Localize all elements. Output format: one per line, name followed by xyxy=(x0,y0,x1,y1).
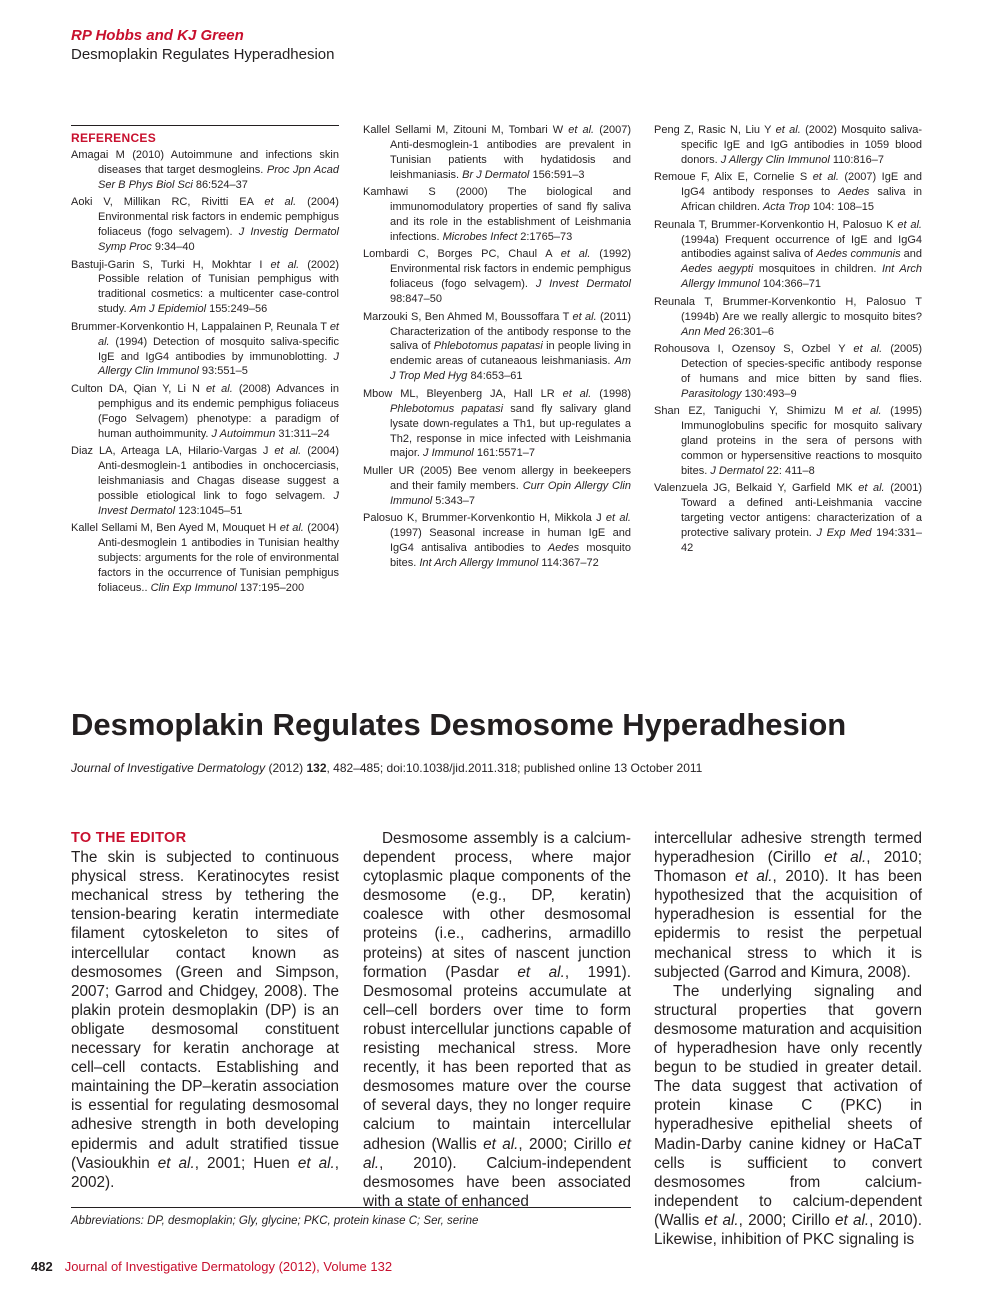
body-text: , 2000; Cirillo xyxy=(518,1135,619,1153)
reference-text: (2002) Mosquito saliva-specific IgE and IgG antibodies in 1059 blood donors. xyxy=(681,124,922,166)
reference-text: 161:5571–7 xyxy=(473,447,535,460)
reference-entry xyxy=(654,404,922,479)
reference-text: 31:311–24 xyxy=(275,427,330,440)
reference-text: Bastuji-Garin S, Turki H, Mokhtar I xyxy=(71,258,271,271)
running-head xyxy=(71,26,471,64)
reference-text: (2007) IgE and IgG4 antibody responses to xyxy=(681,171,922,199)
reference-italic: Phlebotomus papatasi xyxy=(433,340,543,353)
reference-text: Mbow ML, Bleyenberg JA, Hall LR xyxy=(363,387,563,400)
reference-text: 194:331–42 xyxy=(681,527,923,555)
article-title: Desmoplakin Regulates Desmosome Hyperadhesion xyxy=(71,707,847,742)
reference-text: 22: 411–8 xyxy=(763,464,815,477)
reference-entry xyxy=(363,185,631,245)
reference-italic: et al. xyxy=(853,343,883,356)
reference-text: 156:591–3 xyxy=(529,168,585,181)
reference-text: (2005) Detection of species-specific antibody response of humans and mice bitten by sand flies. xyxy=(681,343,922,385)
reference-entry xyxy=(363,247,631,307)
reference-text: (1994a) Frequent occurrence of IgE and IgG4 antibodies against saliva of xyxy=(681,233,922,261)
reference-text: Brummer-Korvenkontio H, Lappalainen P, Reunala T xyxy=(71,320,330,333)
references-column-3 xyxy=(654,123,922,559)
reference-entry xyxy=(363,387,631,462)
citation-details: , 482–485; doi:10.1038/jid.2011.318; published online 13 October 2011 xyxy=(326,761,703,775)
reference-italic: et al. xyxy=(560,248,591,261)
reference-italic: et al. xyxy=(812,171,839,184)
reference-text: Reunala T, Brummer-Korvenkontio H, Palosuo K xyxy=(654,218,898,231)
body-italic: et al. xyxy=(824,849,867,867)
reference-text: (1992) Environmental risk factors in endemic pemphigus foliaceus (fogo selvagem). xyxy=(390,248,631,291)
reference-text: 104: 108–15 xyxy=(809,201,875,214)
reference-text: Peng Z, Rasic N, Liu Y xyxy=(654,124,776,136)
reference-text: 5:343–7 xyxy=(432,494,476,507)
reference-list xyxy=(654,123,922,556)
reference-text: Valenzuela JG, Belkaid Y, Garfield MK xyxy=(654,482,859,495)
reference-journal: J Investig Dermatol Symp Proc xyxy=(98,226,339,254)
reference-entry xyxy=(71,195,339,255)
reference-text: Remoue F, Alix E, Cornelie S xyxy=(654,171,813,184)
reference-italic: Phlebotomus papatasi xyxy=(390,402,504,415)
references-column-1 xyxy=(71,125,339,598)
citation-volume: 132 xyxy=(306,761,327,775)
reference-italic: et al. xyxy=(572,310,597,323)
reference-text: (2002) Possible relation of Tunisian pemphigus with traditional cosmetics: a multicenter case-control study. xyxy=(98,258,339,316)
reference-text: (2011) Characterization of the antibody response to the saliva of xyxy=(390,310,631,353)
body-text: The skin is subjected to continuous physical stress. Keratinocytes resist mechanical stress by tethering the tension-bearing keratin intermediate filament cytoskeleton to sites of intercellular contact known as desmosomes (Green and Simpson, 2007; Garrod and Chidgey, 2008). The plakin protein desmoplakin (DP) is an obligate desmosomal constituent necessary for keratin anchorage at cell–cell contacts. Establishing and maintaining the DP–keratin association is essential for regulating desmosomal adhesive strength in both developing epidermis and adult stratified tissue (Vasioukhin xyxy=(71,849,339,1172)
reference-text: 93:551–5 xyxy=(198,365,248,378)
reference-text: Shan EZ, Taniguchi Y, Shimizu M xyxy=(654,405,853,418)
citation-year: (2012) xyxy=(265,761,307,775)
body-text: , 2000; Cirillo xyxy=(738,1211,836,1229)
reference-italic: Aedes xyxy=(838,186,870,199)
reference-text: (1995) Immunoglobulins specific for mosquito salivary gland proteins in the sera of persons with common or hypersensitive reactions to mosquito bites. xyxy=(681,405,922,477)
reference-text: in people living in endemic areas of cutaneaous leishmaniasis. xyxy=(390,340,631,368)
reference-journal: Am J Trop Med Hyg xyxy=(390,355,631,383)
reference-text: 130:493–9 xyxy=(741,387,797,400)
reference-text: 110:816–7 xyxy=(829,153,885,166)
body-paragraph xyxy=(71,848,339,1192)
references-heading: REFERENCES xyxy=(71,131,157,145)
body-italic: et al. xyxy=(517,963,565,981)
reference-journal: Ann Med xyxy=(681,325,726,338)
reference-italic: et al. xyxy=(98,320,339,348)
to-the-editor-heading: TO THE EDITOR xyxy=(71,830,187,846)
reference-text: and xyxy=(900,248,922,261)
reference-journal: J Immunol xyxy=(423,447,474,460)
reference-text: Amagai M (2010) Autoimmune and infections skin diseases that target desmogleins. xyxy=(71,149,339,176)
footer-journal: Journal of Investigative Dermatology (2012), Volume 132 xyxy=(64,1259,393,1274)
reference-text: Reunala T, Brummer-Korvenkontio H, Palosuo T (1994b) Are we really allergic to mosquito bites? xyxy=(654,295,922,323)
article-citation xyxy=(71,760,931,776)
reference-text: 114:367–72 xyxy=(538,556,599,569)
reference-journal: Parasitology xyxy=(681,387,742,400)
reference-italic: et al. xyxy=(279,522,304,535)
reference-entry xyxy=(654,295,922,340)
reference-italic: et al. xyxy=(568,124,595,136)
body-column-2 xyxy=(363,829,631,1211)
body-text: , 2010; Thomason xyxy=(654,849,922,886)
reference-italic: et al. xyxy=(274,445,302,458)
body-italic: et al. xyxy=(363,1135,631,1172)
footnote-rule xyxy=(71,1207,631,1208)
body-column-1 xyxy=(71,829,339,1192)
body-italic: et al. xyxy=(297,1154,335,1172)
reference-text: (2001) Toward a defined anti-Leishmania vaccine targeting vector antigens: characterization of a protective salivary protein. xyxy=(681,482,922,540)
reference-entry xyxy=(363,310,631,385)
reference-entry xyxy=(71,320,339,380)
reference-text: Lombardi C, Borges PC, Chaul A xyxy=(363,248,561,261)
reference-text: (2008) Advances in pemphigus and its endemic pemphigus foliaceus (Fogo Selvagem) phenotype: a paradigm of human authoimmunity. xyxy=(98,382,339,440)
running-head-title: Desmoplakin Regulates Hyperadhesion xyxy=(71,46,335,63)
reference-italic: et al. xyxy=(270,258,300,271)
reference-journal: J Invest Dermatol xyxy=(98,489,339,517)
body-text: , 2002). xyxy=(71,1154,339,1191)
reference-italic: et al. xyxy=(852,405,882,418)
reference-italic: Aedes xyxy=(547,542,580,555)
reference-text: 104:366–71 xyxy=(759,278,822,291)
reference-text: (2004) Environmental risk factors in endemic pemphigus foliaceus (fogo selvagem). xyxy=(98,196,339,239)
reference-journal: Am J Epidemiol xyxy=(129,303,207,316)
body-paragraph xyxy=(363,829,631,1211)
citation-journal: Journal of Investigative Dermatology xyxy=(71,761,266,775)
body-italic: et al. xyxy=(835,1211,870,1229)
reference-text: Kallel Sellami M, Zitouni M, Tombari W xyxy=(363,124,569,136)
reference-text: Rohousova I, Ozensoy S, Ozbel Y xyxy=(654,343,854,356)
reference-italic: et al. xyxy=(264,196,297,209)
reference-text: Culton DA, Qian Y, Li N xyxy=(71,382,206,395)
reference-journal: Int Arch Allergy Immunol xyxy=(681,263,923,291)
reference-italic: et al. xyxy=(858,482,885,495)
reference-text: Muller UR (2005) Bee venom allergy in beekeepers and their family members. xyxy=(363,464,631,492)
reference-text: 98:847–50 xyxy=(390,293,442,306)
reference-journal: Clin Exp Immunol xyxy=(150,581,237,594)
body-italic: et al. xyxy=(704,1211,739,1229)
reference-entry xyxy=(654,170,922,215)
reference-text: 155:249–56 xyxy=(206,303,268,316)
body-text: , 1991). Desmosomal proteins accumulate at cell–cell borders over time to form robust intercellular junctions capable of resisting mechanical stress. More recently, it has been reported that as desmosomes mature over the course of several days, they no longer require calcium to maintain intercellular adhesion (Wallis xyxy=(363,963,631,1153)
reference-journal: J Allergy Clin Immunol xyxy=(720,153,830,166)
reference-text: Kamhawi S (2000) The biological and immunomodulatory properties of sand fly saliva and its role in the establishment of Leishmania infections. xyxy=(363,186,631,243)
body-paragraph xyxy=(654,829,922,982)
running-head-authors: RP Hobbs and KJ Green xyxy=(71,27,244,44)
reference-entry xyxy=(363,464,631,509)
body-text: , 2010). Likewise, inhibition of PKC signaling is xyxy=(654,1211,922,1248)
reference-text: (2007) Anti-desmoglein-1 antibodies are prevalent in Tunisian patients with hydatidosis and leishmaniasis. xyxy=(390,124,631,181)
reference-entry xyxy=(654,123,922,168)
reference-italic: Aedes communis xyxy=(816,248,901,261)
reference-text: Palosuo K, Brummer-Korvenkontio H, Mikkola J xyxy=(363,512,606,525)
reference-text: saliva in African children. xyxy=(681,186,923,214)
body-text: , 2010). Calcium-independent desmosomes have been associated with a state of enhanced xyxy=(363,1154,631,1210)
reference-journal: Acta Trop xyxy=(762,201,810,214)
reference-journal: Br J Dermatol xyxy=(462,168,530,181)
reference-entry xyxy=(71,444,339,519)
body-text: , 2001; Huen xyxy=(194,1154,298,1172)
reference-journal: J Autoimmun xyxy=(211,427,276,440)
body-text: Desmosome assembly is a calcium-dependent process, where major cytoplasmic plaque components of the desmosome (e.g., DP, keratin) coalesce with other desmosomal proteins (i.e., cadherins, armadillo proteins) at sites of nascent junction formation (Pasdar xyxy=(363,830,631,981)
reference-italic: Aedes aegypti xyxy=(681,263,754,276)
reference-italic: et al. xyxy=(205,382,233,395)
reference-journal: J Allergy Clin Immunol xyxy=(98,350,339,378)
reference-text: 2:1765–73 xyxy=(517,230,573,243)
references-rule xyxy=(71,125,339,126)
reference-italic: et al. xyxy=(562,387,592,400)
reference-journal: Curr Opin Allergy Clin Immunol xyxy=(390,479,631,507)
body-paragraph xyxy=(654,982,922,1249)
reference-text: 86:524–37 xyxy=(192,178,248,191)
reference-entry xyxy=(654,342,922,402)
reference-entry xyxy=(71,382,339,442)
reference-entry xyxy=(363,123,631,183)
body-italic: et al. xyxy=(483,1135,519,1153)
reference-italic: et al. xyxy=(775,124,801,136)
page-footer xyxy=(31,1258,631,1276)
reference-entry xyxy=(363,511,631,571)
reference-text: Diaz LA, Arteaga LA, Hilario-Vargas J xyxy=(71,445,275,458)
reference-text: (1998) xyxy=(591,387,631,400)
body-italic: et al. xyxy=(157,1154,195,1172)
reference-text: (1994) Detection of mosquito saliva-specific IgE and IgG4 antibodies by immunoblotting. xyxy=(98,335,339,363)
reference-text: mosquito bites. xyxy=(390,542,631,569)
reference-text: 137:195–200 xyxy=(236,581,305,594)
reference-list xyxy=(363,123,631,571)
reference-text: (2004) Anti-desmoglein-1 antibodies in onchocerciasis, leishmaniasis and Chagas disease suggest a possible etiological link to fogo selvagem. xyxy=(98,445,339,502)
reference-text: 26:301–6 xyxy=(725,325,774,338)
body-italic: et al. xyxy=(734,868,773,886)
reference-text: Aoki V, Millikan RC, Rivitti EA xyxy=(71,196,265,209)
reference-journal: J Invest Dermatol xyxy=(535,278,631,291)
body-text: The underlying signaling and structural properties that govern desmosome maturation and acquisition of hyperadhesion have only recently begun to be studied in greater detail. The data suggest that activation of protein kinase C (PKC) in hyperadhesive epithelial sheets of Madin-Darby canine kidney or HaCaT cells is sufficient to convert desmosomes from calcium-independent to calcium-dependent (Wallis xyxy=(654,982,922,1229)
reference-text: sand fly salivary gland lysate down-regulates a Th1, but up-regulates a Th2, response in mice infected with Leishmania major. xyxy=(390,402,631,460)
reference-journal: Int Arch Allergy Immunol xyxy=(419,556,539,569)
reference-journal: J Dermatol xyxy=(710,464,764,477)
reference-text: Marzouki S, Ben Ahmed M, Boussoffara T xyxy=(363,310,573,323)
reference-text: 123:1045–51 xyxy=(175,504,243,517)
reference-list xyxy=(71,148,339,596)
reference-entry xyxy=(71,258,339,318)
reference-italic: et al. xyxy=(605,512,631,525)
reference-entry xyxy=(71,148,339,193)
page-number: 482 xyxy=(31,1259,53,1274)
reference-journal: J Exp Med xyxy=(816,527,872,540)
reference-entry xyxy=(654,481,922,556)
reference-text: (1997) Seasonal increase in human IgE and IgG4 antisaliva antibodies to xyxy=(390,527,631,555)
reference-text: 84:653–61 xyxy=(467,370,523,383)
abbreviations-footnote: Abbreviations: DP, desmoplakin; Gly, glycine; PKC, protein kinase C; Ser, serine xyxy=(71,1215,479,1227)
body-text: intercellular adhesive strength termed hyperadhesion (Cirillo xyxy=(654,830,922,867)
references-column-2 xyxy=(363,123,631,573)
body-text: , 2010). It has been hypothesized that the acquisition of hyperadhesion is essential for the epidermis to resist the perpetual mechanical stress to which it is subjected (Garrod and Kimura, 2008). xyxy=(654,868,922,981)
reference-text: Kallel Sellami M, Ben Ayed M, Mouquet H xyxy=(71,522,280,535)
reference-journal: Proc Jpn Acad Ser B Phys Biol Sci xyxy=(98,163,339,191)
reference-entry xyxy=(654,218,922,293)
reference-journal: Microbes Infect xyxy=(442,230,518,243)
reference-italic: et al. xyxy=(897,218,922,231)
reference-text: (2004) Anti-desmoglein 1 antibodies in Tunisian healthy subjects: arguments for the role of environmental factors in the occurrence of Tunisian pemphigus foliaceus.. xyxy=(98,522,339,594)
body-column-3 xyxy=(654,829,922,1249)
reference-text: 9:34–40 xyxy=(151,241,195,254)
reference-entry xyxy=(71,521,339,596)
reference-text: mosquitoes in children. xyxy=(753,263,882,276)
